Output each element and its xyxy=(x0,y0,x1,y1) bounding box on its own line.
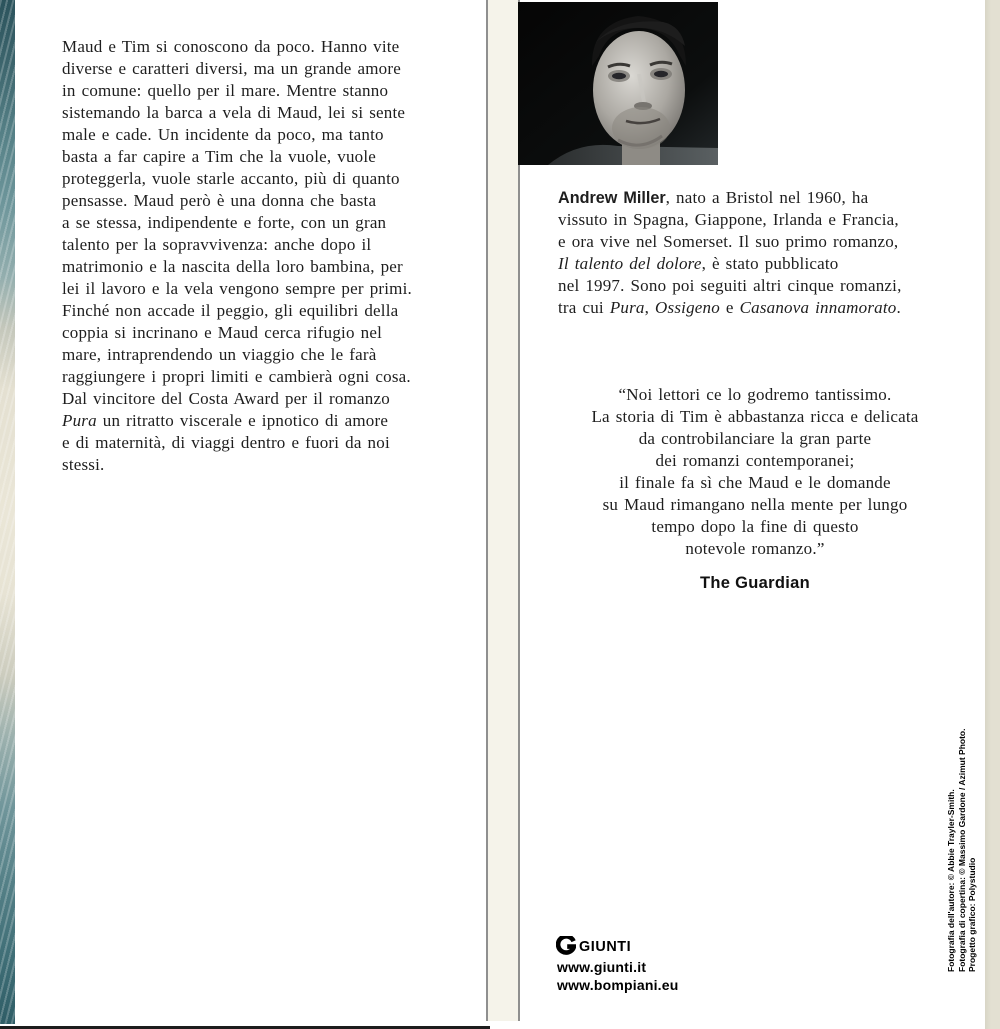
publisher-logo-block xyxy=(556,936,633,956)
publisher-urls: www.giunti.it www.bompiani.eu xyxy=(557,959,679,993)
giunti-logo-icon xyxy=(556,936,576,956)
synopsis-text: Maud e Tim si conoscono da poco. Hanno vite diverse e caratteri diversi, ma un grande amore in comune: quello per il mare. Mentre stanno sistemando la barca a vela di Maud, lei si sente male e cade. Un incidente da poco, ma tanto basta a far capire a Tim che la vuole, vuole proteggerla, vuole starle accanto, più di quanto pensasse. Maud però è una donna che basta a se stessa, indipendente e forte, con un gran talento per la sopravvivenza: anche dopo il matrimonio e la nascita della loro bambina, per lei il lavoro e la vela vengono sempre per primi. Finché non accade il peggio, gli equilibri della coppia si incrinano e Maud cerca rifugio nel mare, intraprendendo un viaggio che le farà raggiungere i propri limiti e cambierà ogni cosa. Dal vincitore del Costa Award per il romanzo Pura un ritratto viscerale e ipnotico di amore e di maternità, di viaggi dentro e fuori da noi stessi. xyxy=(62,37,412,474)
author-photo xyxy=(518,2,718,165)
flap-fold-gutter xyxy=(486,0,520,1021)
quote-attribution: The Guardian xyxy=(700,574,810,592)
cover-back-edge-strip xyxy=(985,0,1000,1029)
review-quote: “Noi lettori ce lo godremo tantissimo. La storia di Tim è abbastanza ricca e delicata da controbilanciare la gran parte dei romanzi contemporanei; il finale fa sì che Maud e le domande su Maud rimangano nella mente per lungo tempo dopo la fine di questo notevole romanzo.” xyxy=(591,385,919,558)
publisher-name: GIUNTI xyxy=(579,937,632,955)
author-bio-text: Andrew Miller, nato a Bristol nel 1960, ha vissuto in Spagna, Giappone, Irlanda e Francia, e ora vive nel Somerset. Il suo primo romanzo, Il talento del dolore, è stato pubblicato nel 1997. Sono poi seguiti altri cinque romanzi, tra cui Pura, Ossigeno e Casanova innamorato. xyxy=(558,188,902,317)
cover-sea-edge-image xyxy=(0,0,15,1024)
author-portrait-image xyxy=(518,2,718,165)
photo-credits: Fotografia dell'autore: © Abbie Trayler-Smith. Fotografia di copertina: © Massimo Gardone / Azimut Photo. Progetto grafico: Polystudio xyxy=(946,728,977,972)
